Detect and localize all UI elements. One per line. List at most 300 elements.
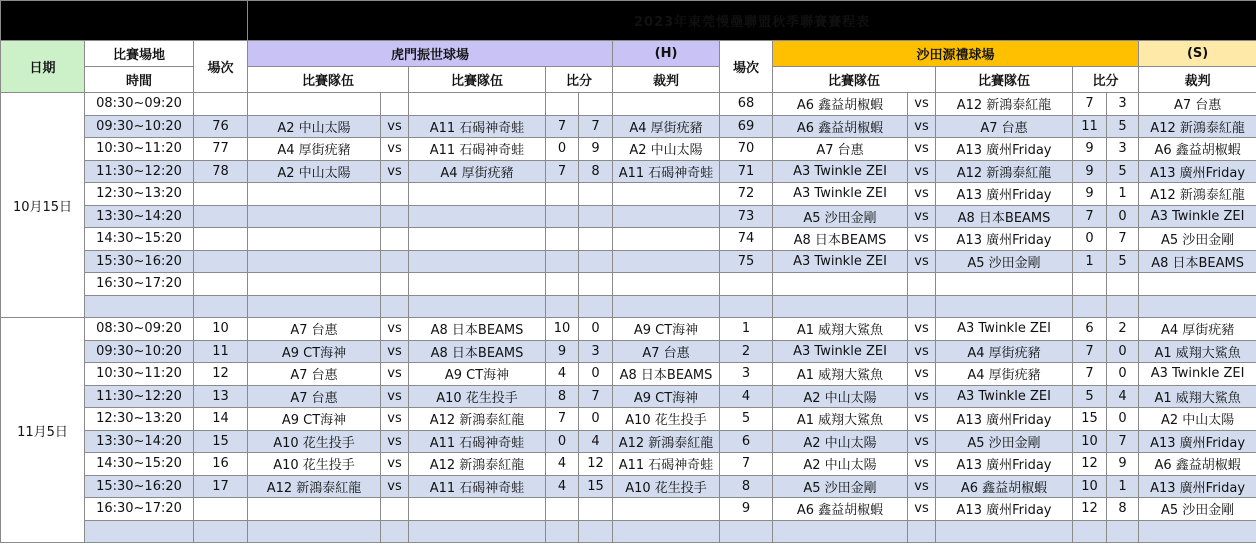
score-b-s: 8 bbox=[1107, 498, 1139, 521]
vs-s: vs bbox=[908, 160, 936, 183]
table-row bbox=[1, 138, 1256, 161]
team-a-s: A7 台惠 bbox=[773, 138, 908, 161]
vs-h-empty bbox=[381, 498, 409, 521]
team-a-s: A3 Twinkle ZEI bbox=[773, 183, 908, 206]
umpire-s: A7 台惠 bbox=[1139, 93, 1256, 116]
score-b-h-empty bbox=[579, 498, 613, 521]
match-no-h: 14 bbox=[194, 408, 248, 431]
score-a-s: 7 bbox=[1073, 363, 1107, 386]
umpire-h: A4 厚街疣豬 bbox=[613, 115, 720, 138]
team-a-s-empty bbox=[773, 520, 908, 543]
score-a-s: 7 bbox=[1073, 205, 1107, 228]
match-no-s: 74 bbox=[720, 228, 773, 251]
umpire-h-empty bbox=[613, 93, 720, 116]
team-a-h: A9 CT海神 bbox=[248, 408, 381, 431]
team-b-h-empty bbox=[409, 295, 546, 318]
vs-s: vs bbox=[908, 228, 936, 251]
team-b-s: A13 廣州Friday bbox=[936, 228, 1073, 251]
team-b-h: A11 石碣神奇蛙 bbox=[409, 115, 546, 138]
match-no-s: 70 bbox=[720, 138, 773, 161]
score-a-h-empty bbox=[546, 295, 579, 318]
score-a-h: 0 bbox=[546, 430, 579, 453]
vs-s-empty bbox=[908, 295, 936, 318]
team-a-header-h: 比賽隊伍 bbox=[248, 67, 409, 93]
time-cell: 08:30~09:20 bbox=[85, 93, 194, 116]
score-b-h-empty bbox=[579, 205, 613, 228]
score-a-h-empty bbox=[546, 273, 579, 296]
umpire-s: A3 Twinkle ZEI bbox=[1139, 205, 1256, 228]
team-a-h: A4 厚街疣豬 bbox=[248, 138, 381, 161]
umpire-s: A13 廣州Friday bbox=[1139, 160, 1256, 183]
time-cell: 08:30~09:20 bbox=[85, 318, 194, 341]
score-b-h: 9 bbox=[579, 138, 613, 161]
team-a-s: A1 威翔大鯊魚 bbox=[773, 363, 908, 386]
time-cell: 10:30~11:20 bbox=[85, 363, 194, 386]
vs-s-empty bbox=[908, 520, 936, 543]
time-cell: 15:30~16:20 bbox=[85, 475, 194, 498]
match-no-s: 9 bbox=[720, 498, 773, 521]
team-b-h-empty bbox=[409, 205, 546, 228]
team-b-h-empty bbox=[409, 228, 546, 251]
score-a-h-empty bbox=[546, 520, 579, 543]
team-a-s-empty bbox=[773, 295, 908, 318]
vs-h-empty bbox=[381, 295, 409, 318]
team-a-s: A1 威翔大鯊魚 bbox=[773, 408, 908, 431]
score-b-h: 0 bbox=[579, 363, 613, 386]
match-no-s: 8 bbox=[720, 475, 773, 498]
score-a-h-empty bbox=[546, 250, 579, 273]
team-a-h-empty bbox=[248, 183, 381, 206]
date-cell: 11月5日 bbox=[1, 318, 85, 543]
umpire-header-h: 裁判 bbox=[613, 67, 720, 93]
score-b-h: 8 bbox=[579, 160, 613, 183]
score-a-s: 9 bbox=[1073, 138, 1107, 161]
umpire-h: A12 新鴻泰紅龍 bbox=[613, 430, 720, 453]
score-b-s: 2 bbox=[1107, 318, 1139, 341]
team-b-s-empty bbox=[936, 295, 1073, 318]
vs-h-empty bbox=[381, 93, 409, 116]
umpire-h-empty bbox=[613, 520, 720, 543]
team-a-s: A2 中山太陽 bbox=[773, 385, 908, 408]
score-a-h-empty bbox=[546, 183, 579, 206]
umpire-s: A12 新鴻泰紅龍 bbox=[1139, 183, 1256, 206]
vs-h-empty bbox=[381, 520, 409, 543]
umpire-h: A10 花生投手 bbox=[613, 475, 720, 498]
score-a-s: 9 bbox=[1073, 183, 1107, 206]
vs-s: vs bbox=[908, 363, 936, 386]
match-no-s: 69 bbox=[720, 115, 773, 138]
score-a-s: 7 bbox=[1073, 340, 1107, 363]
score-a-s: 5 bbox=[1073, 385, 1107, 408]
page-title: 2023年東莞慢壘聯盟秋季聯賽賽程表 bbox=[248, 1, 1256, 41]
date-header: 日期 bbox=[1, 41, 85, 93]
vs-h-empty bbox=[381, 228, 409, 251]
score-b-s-empty bbox=[1107, 273, 1139, 296]
vs-s: vs bbox=[908, 93, 936, 116]
umpire-h-empty bbox=[613, 183, 720, 206]
score-b-s-empty bbox=[1107, 520, 1139, 543]
team-a-h: A7 台惠 bbox=[248, 385, 381, 408]
team-b-h-empty bbox=[409, 498, 546, 521]
match-no-h: 77 bbox=[194, 138, 248, 161]
table-row bbox=[1, 183, 1256, 206]
score-b-s: 9 bbox=[1107, 453, 1139, 476]
team-b-h-empty bbox=[409, 520, 546, 543]
team-a-s: A5 沙田金剛 bbox=[773, 475, 908, 498]
umpire-h-empty bbox=[613, 205, 720, 228]
team-b-s: A13 廣州Friday bbox=[936, 408, 1073, 431]
match-no-h: 12 bbox=[194, 363, 248, 386]
team-b-h-empty bbox=[409, 273, 546, 296]
vs-s: vs bbox=[908, 318, 936, 341]
table-row bbox=[1, 250, 1256, 273]
umpire-s: A13 廣州Friday bbox=[1139, 430, 1256, 453]
match-no-h-empty bbox=[194, 205, 248, 228]
umpire-s: A6 鑫益胡椒蝦 bbox=[1139, 453, 1256, 476]
score-a-h-empty bbox=[546, 228, 579, 251]
score-a-h-empty bbox=[546, 498, 579, 521]
match-no-s: 68 bbox=[720, 93, 773, 116]
score-a-h: 10 bbox=[546, 318, 579, 341]
team-a-h-empty bbox=[248, 250, 381, 273]
score-a-h: 0 bbox=[546, 138, 579, 161]
match-no-s: 75 bbox=[720, 250, 773, 273]
score-b-h: 3 bbox=[579, 340, 613, 363]
match-no-s: 73 bbox=[720, 205, 773, 228]
venue-s-code: (S) bbox=[1139, 41, 1256, 67]
table-row bbox=[1, 115, 1256, 138]
score-b-s: 3 bbox=[1107, 93, 1139, 116]
match-no-h-empty bbox=[194, 183, 248, 206]
team-b-h: A9 CT海神 bbox=[409, 363, 546, 386]
vs-h: vs bbox=[381, 453, 409, 476]
team-b-s: A5 沙田金剛 bbox=[936, 250, 1073, 273]
score-b-h-empty bbox=[579, 520, 613, 543]
match-no-s-empty bbox=[720, 295, 773, 318]
team-a-h: A2 中山太陽 bbox=[248, 115, 381, 138]
score-a-h: 7 bbox=[546, 115, 579, 138]
score-b-s: 0 bbox=[1107, 205, 1139, 228]
vs-h: vs bbox=[381, 138, 409, 161]
vs-h: vs bbox=[381, 160, 409, 183]
score-b-h: 15 bbox=[579, 475, 613, 498]
team-a-s-empty bbox=[773, 273, 908, 296]
score-a-h: 4 bbox=[546, 453, 579, 476]
team-a-h-empty bbox=[248, 228, 381, 251]
vs-h: vs bbox=[381, 385, 409, 408]
team-b-h: A10 花生投手 bbox=[409, 385, 546, 408]
team-a-h-empty bbox=[248, 93, 381, 116]
time-cell: 09:30~10:20 bbox=[85, 115, 194, 138]
umpire-h: A9 CT海神 bbox=[613, 318, 720, 341]
team-b-h: A8 日本BEAMS bbox=[409, 318, 546, 341]
vs-h: vs bbox=[381, 115, 409, 138]
time-cell: 12:30~13:20 bbox=[85, 408, 194, 431]
team-b-s: A13 廣州Friday bbox=[936, 138, 1073, 161]
score-a-s: 15 bbox=[1073, 408, 1107, 431]
team-a-s: A1 威翔大鯊魚 bbox=[773, 318, 908, 341]
team-b-s: A7 台惠 bbox=[936, 115, 1073, 138]
team-a-header-s: 比賽隊伍 bbox=[773, 67, 936, 93]
match-no-h-empty bbox=[194, 295, 248, 318]
table-row bbox=[1, 475, 1256, 498]
table-row bbox=[1, 273, 1256, 296]
umpire-s: A8 日本BEAMS bbox=[1139, 250, 1256, 273]
team-b-header-s: 比賽隊伍 bbox=[936, 67, 1073, 93]
score-a-h: 7 bbox=[546, 160, 579, 183]
team-a-s: A3 Twinkle ZEI bbox=[773, 250, 908, 273]
match-no-h-empty bbox=[194, 498, 248, 521]
umpire-h: A11 石碣神奇蛙 bbox=[613, 453, 720, 476]
match-no-h: 11 bbox=[194, 340, 248, 363]
umpire-h-empty bbox=[613, 295, 720, 318]
score-a-h: 7 bbox=[546, 408, 579, 431]
team-a-h-empty bbox=[248, 520, 381, 543]
time-cell: 14:30~15:20 bbox=[85, 453, 194, 476]
vs-s: vs bbox=[908, 250, 936, 273]
time-cell bbox=[85, 295, 194, 318]
team-a-h-empty bbox=[248, 205, 381, 228]
team-b-s-empty bbox=[936, 273, 1073, 296]
table-row bbox=[1, 340, 1256, 363]
score-a-s: 12 bbox=[1073, 498, 1107, 521]
match-no-h: 13 bbox=[194, 385, 248, 408]
team-a-h: A2 中山太陽 bbox=[248, 160, 381, 183]
score-a-s: 0 bbox=[1073, 228, 1107, 251]
title-black-block bbox=[1, 1, 248, 41]
match-no-header-s: 場次 bbox=[720, 41, 773, 93]
score-a-h: 4 bbox=[546, 363, 579, 386]
score-b-h-empty bbox=[579, 295, 613, 318]
team-a-h: A12 新鴻泰紅龍 bbox=[248, 475, 381, 498]
time-cell: 16:30~17:20 bbox=[85, 498, 194, 521]
vs-s-empty bbox=[908, 273, 936, 296]
table-row bbox=[1, 453, 1256, 476]
score-a-h-empty bbox=[546, 93, 579, 116]
team-b-s: A3 Twinkle ZEI bbox=[936, 385, 1073, 408]
match-no-s: 4 bbox=[720, 385, 773, 408]
venue-s-header: 沙田源禮球場 bbox=[773, 41, 1139, 67]
vs-s: vs bbox=[908, 385, 936, 408]
match-no-s-empty bbox=[720, 273, 773, 296]
umpire-s: A13 廣州Friday bbox=[1139, 475, 1256, 498]
table-row bbox=[1, 408, 1256, 431]
team-b-s: A6 鑫益胡椒蝦 bbox=[936, 475, 1073, 498]
vs-h-empty bbox=[381, 183, 409, 206]
score-b-s: 3 bbox=[1107, 138, 1139, 161]
time-cell: 09:30~10:20 bbox=[85, 340, 194, 363]
team-b-s: A8 日本BEAMS bbox=[936, 205, 1073, 228]
vs-s: vs bbox=[908, 408, 936, 431]
umpire-s-empty bbox=[1139, 273, 1256, 296]
match-no-header-h: 場次 bbox=[194, 41, 248, 93]
team-a-s: A6 鑫益胡椒蝦 bbox=[773, 93, 908, 116]
score-a-h: 4 bbox=[546, 475, 579, 498]
score-b-h: 4 bbox=[579, 430, 613, 453]
umpire-s: A5 沙田金剛 bbox=[1139, 228, 1256, 251]
score-b-s: 0 bbox=[1107, 340, 1139, 363]
score-b-h: 0 bbox=[579, 318, 613, 341]
team-a-h: A10 花生投手 bbox=[248, 430, 381, 453]
team-b-s-empty bbox=[936, 520, 1073, 543]
team-a-s: A6 鑫益胡椒蝦 bbox=[773, 115, 908, 138]
score-b-s: 5 bbox=[1107, 250, 1139, 273]
match-no-h: 78 bbox=[194, 160, 248, 183]
time-cell: 16:30~17:20 bbox=[85, 273, 194, 296]
vs-s: vs bbox=[908, 453, 936, 476]
match-no-h-empty bbox=[194, 93, 248, 116]
table-row bbox=[1, 93, 1256, 116]
match-no-s: 5 bbox=[720, 408, 773, 431]
match-no-s: 2 bbox=[720, 340, 773, 363]
team-a-h: A7 台惠 bbox=[248, 363, 381, 386]
vs-h-empty bbox=[381, 205, 409, 228]
team-a-h: A10 花生投手 bbox=[248, 453, 381, 476]
vs-s: vs bbox=[908, 475, 936, 498]
umpire-h: A7 台惠 bbox=[613, 340, 720, 363]
team-b-s: A3 Twinkle ZEI bbox=[936, 318, 1073, 341]
score-header-s: 比分 bbox=[1073, 67, 1139, 93]
time-cell: 14:30~15:20 bbox=[85, 228, 194, 251]
time-cell: 11:30~12:20 bbox=[85, 385, 194, 408]
score-a-s: 10 bbox=[1073, 430, 1107, 453]
umpire-h: A10 花生投手 bbox=[613, 408, 720, 431]
score-b-h: 12 bbox=[579, 453, 613, 476]
vs-h: vs bbox=[381, 430, 409, 453]
time-header: 時間 bbox=[85, 67, 194, 93]
venue-header: 比賽場地 bbox=[85, 41, 194, 67]
vs-s: vs bbox=[908, 430, 936, 453]
team-a-h: A9 CT海神 bbox=[248, 340, 381, 363]
table-row bbox=[1, 228, 1256, 251]
score-a-s: 9 bbox=[1073, 160, 1107, 183]
score-a-s: 7 bbox=[1073, 93, 1107, 116]
match-no-s: 3 bbox=[720, 363, 773, 386]
umpire-h: A9 CT海神 bbox=[613, 385, 720, 408]
team-a-s: A6 鑫益胡椒蝦 bbox=[773, 498, 908, 521]
venue-h-code: (H) bbox=[613, 41, 720, 67]
vs-h-empty bbox=[381, 273, 409, 296]
score-b-s: 5 bbox=[1107, 115, 1139, 138]
team-b-s: A4 厚街疣豬 bbox=[936, 340, 1073, 363]
match-no-h: 16 bbox=[194, 453, 248, 476]
table-row bbox=[1, 363, 1256, 386]
umpire-s: A3 Twinkle ZEI bbox=[1139, 363, 1256, 386]
umpire-s: A1 威翔大鯊魚 bbox=[1139, 385, 1256, 408]
vs-h: vs bbox=[381, 340, 409, 363]
match-no-h: 17 bbox=[194, 475, 248, 498]
team-b-header-h: 比賽隊伍 bbox=[409, 67, 546, 93]
team-a-s: A3 Twinkle ZEI bbox=[773, 160, 908, 183]
score-b-h: 7 bbox=[579, 385, 613, 408]
score-a-s: 11 bbox=[1073, 115, 1107, 138]
team-b-h: A11 石碣神奇蛙 bbox=[409, 475, 546, 498]
team-b-s: A4 厚街疣豬 bbox=[936, 363, 1073, 386]
score-a-s-empty bbox=[1073, 295, 1107, 318]
match-no-h-empty bbox=[194, 520, 248, 543]
umpire-h-empty bbox=[613, 273, 720, 296]
score-header-h: 比分 bbox=[546, 67, 613, 93]
score-a-s-empty bbox=[1073, 520, 1107, 543]
time-cell: 11:30~12:20 bbox=[85, 160, 194, 183]
team-b-h: A11 石碣神奇蛙 bbox=[409, 430, 546, 453]
vs-h: vs bbox=[381, 475, 409, 498]
match-no-s: 72 bbox=[720, 183, 773, 206]
match-no-h-empty bbox=[194, 228, 248, 251]
umpire-h: A8 日本BEAMS bbox=[613, 363, 720, 386]
score-b-h-empty bbox=[579, 183, 613, 206]
time-cell: 10:30~11:20 bbox=[85, 138, 194, 161]
umpire-h: A2 中山太陽 bbox=[613, 138, 720, 161]
date-cell: 10月15日 bbox=[1, 93, 85, 318]
umpire-s: A6 鑫益胡椒蝦 bbox=[1139, 138, 1256, 161]
table-row bbox=[1, 520, 1256, 543]
umpire-h-empty bbox=[613, 250, 720, 273]
score-b-s-empty bbox=[1107, 295, 1139, 318]
team-b-h-empty bbox=[409, 93, 546, 116]
umpire-s: A2 中山太陽 bbox=[1139, 408, 1256, 431]
time-cell: 15:30~16:20 bbox=[85, 250, 194, 273]
score-b-h: 0 bbox=[579, 408, 613, 431]
team-b-s: A12 新鴻泰紅龍 bbox=[936, 160, 1073, 183]
umpire-header-s: 裁判 bbox=[1139, 67, 1256, 93]
score-a-s: 6 bbox=[1073, 318, 1107, 341]
score-b-s: 1 bbox=[1107, 183, 1139, 206]
team-a-h-empty bbox=[248, 273, 381, 296]
time-cell: 12:30~13:20 bbox=[85, 183, 194, 206]
team-a-s: A2 中山太陽 bbox=[773, 453, 908, 476]
table-row bbox=[1, 430, 1256, 453]
team-b-s: A13 廣州Friday bbox=[936, 183, 1073, 206]
score-a-s: 10 bbox=[1073, 475, 1107, 498]
team-a-h-empty bbox=[248, 295, 381, 318]
team-b-h: A4 厚街疣豬 bbox=[409, 160, 546, 183]
score-a-h: 9 bbox=[546, 340, 579, 363]
score-a-h-empty bbox=[546, 205, 579, 228]
score-b-s: 7 bbox=[1107, 228, 1139, 251]
score-b-h-empty bbox=[579, 93, 613, 116]
score-b-s: 0 bbox=[1107, 363, 1139, 386]
score-b-h-empty bbox=[579, 273, 613, 296]
score-b-s: 5 bbox=[1107, 160, 1139, 183]
umpire-s: A12 新鴻泰紅龍 bbox=[1139, 115, 1256, 138]
time-cell: 13:30~14:20 bbox=[85, 430, 194, 453]
time-cell: 13:30~14:20 bbox=[85, 205, 194, 228]
team-b-h: A11 石碣神奇蛙 bbox=[409, 138, 546, 161]
vs-h: vs bbox=[381, 318, 409, 341]
venue-h-header: 虎門振世球場 bbox=[248, 41, 613, 67]
team-b-s: A13 廣州Friday bbox=[936, 453, 1073, 476]
table-row bbox=[1, 498, 1256, 521]
vs-h: vs bbox=[381, 408, 409, 431]
team-b-h: A8 日本BEAMS bbox=[409, 340, 546, 363]
match-no-h: 76 bbox=[194, 115, 248, 138]
team-b-h-empty bbox=[409, 250, 546, 273]
match-no-h: 10 bbox=[194, 318, 248, 341]
team-b-s: A12 新鴻泰紅龍 bbox=[936, 93, 1073, 116]
team-a-s: A2 中山太陽 bbox=[773, 430, 908, 453]
table-row bbox=[1, 318, 1256, 341]
match-no-s: 71 bbox=[720, 160, 773, 183]
score-b-s: 4 bbox=[1107, 385, 1139, 408]
team-b-s: A5 沙田金剛 bbox=[936, 430, 1073, 453]
match-no-h-empty bbox=[194, 250, 248, 273]
table-row bbox=[1, 295, 1256, 318]
vs-h: vs bbox=[381, 363, 409, 386]
team-a-s: A8 日本BEAMS bbox=[773, 228, 908, 251]
team-a-s: A3 Twinkle ZEI bbox=[773, 340, 908, 363]
team-b-h: A12 新鴻泰紅龍 bbox=[409, 453, 546, 476]
